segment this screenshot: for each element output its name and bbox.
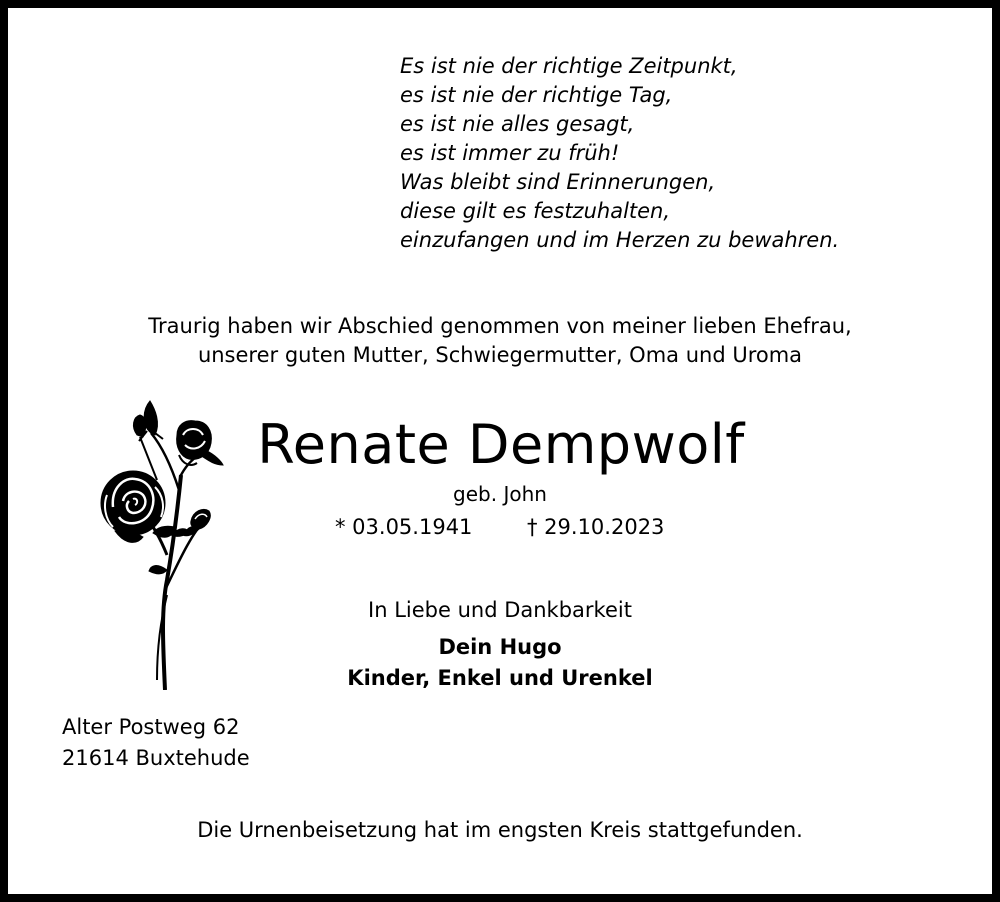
poem-line: es ist immer zu früh! [400,141,620,165]
poem-line: diese gilt es festzuhalten, [400,199,671,223]
signer-line: Dein Hugo [438,635,562,659]
poem-line: Es ist nie der richtige Zeitpunkt, [400,54,738,78]
signers-block [0,632,1000,694]
announcement-intro [0,312,1000,370]
poem-line: es ist nie alles gesagt, [400,112,635,136]
death-date: † 29.10.2023 [527,515,665,539]
poem-line: Was bleibt sind Erinnerungen, [400,170,716,194]
address-block [62,712,250,774]
memorial-poem [400,52,839,255]
address-street: Alter Postweg 62 [62,715,240,739]
burial-note: Die Urnenbeisetzung hat im engsten Kreis stattgefunden. [197,818,803,842]
poem-line: es ist nie der richtige Tag, [400,83,673,107]
intro-line: unserer guten Mutter, Schwiegermutter, Oma und Uroma [197,343,803,367]
deceased-name: Renate Dempwolf [257,413,745,476]
birth-name: geb. John [453,482,547,506]
address-city: 21614 Buxtehude [62,746,250,770]
closing-phrase: In Liebe und Dankbarkeit [368,598,632,622]
birth-date: * 03.05.1941 [335,515,473,539]
poem-line: einzufangen und im Herzen zu bewahren. [400,228,840,252]
signer-line: Kinder, Enkel und Urenkel [347,666,653,690]
intro-line: Traurig haben wir Abschied genommen von meiner lieben Ehefrau, [148,314,852,338]
